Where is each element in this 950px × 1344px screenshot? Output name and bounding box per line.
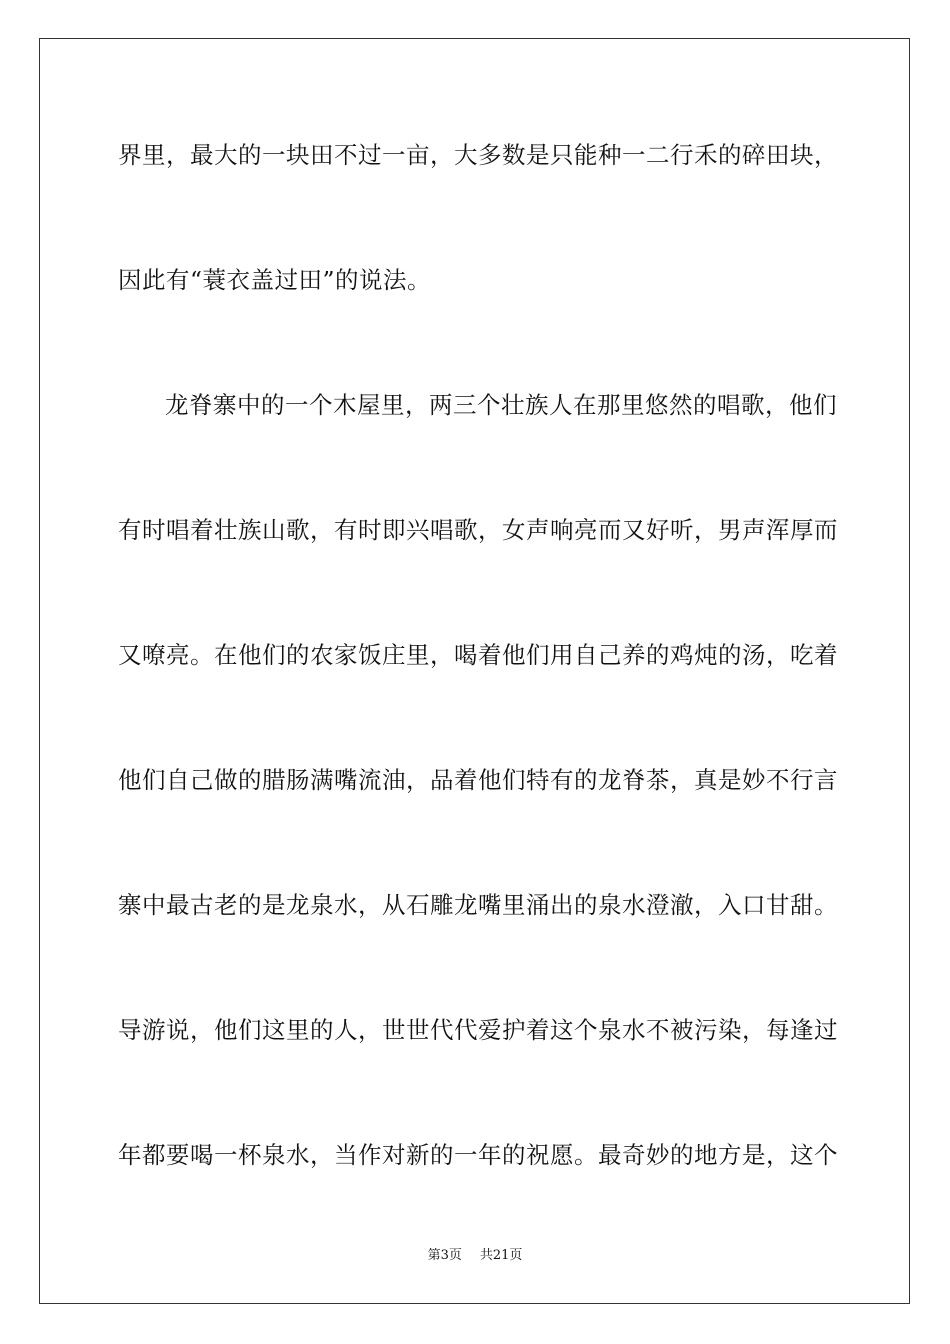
text-line-3: 龙脊寨中的一个木屋里，两三个壮族人在那里悠然的唱歌，他们	[165, 391, 837, 419]
text-line-9: 年都要喝一杯泉水，当作对新的一年的祝愿。最奇妙的地方是，这个	[118, 1141, 838, 1169]
text-line-5: 又嘹亮。在他们的农家饭庄里，喝着他们用自己养的鸡炖的汤，吃着	[118, 641, 838, 669]
page-border	[39, 38, 910, 1304]
page-total: 共21页	[479, 1248, 523, 1263]
text-line-1: 界里，最大的一块田不过一亩，大多数是只能种一二行禾的碎田块，	[118, 141, 838, 169]
text-line-2: 因此有“蓑衣盖过田”的说法。	[118, 266, 432, 294]
text-line-7: 寨中最古老的是龙泉水，从石雕龙嘴里涌出的泉水澄澈，入口甘甜。	[118, 891, 838, 919]
page-number: 第3页	[427, 1248, 462, 1263]
text-line-4: 有时唱着壮族山歌，有时即兴唱歌，女声响亮而又好听，男声浑厚而	[118, 516, 838, 544]
text-line-8: 导游说，他们这里的人，世世代代爱护着这个泉水不被污染，每逢过	[118, 1016, 838, 1044]
page-footer	[0, 1247, 950, 1265]
text-line-6: 他们自己做的腊肠满嘴流油，品着他们特有的龙脊茶，真是妙不行言	[118, 766, 838, 794]
